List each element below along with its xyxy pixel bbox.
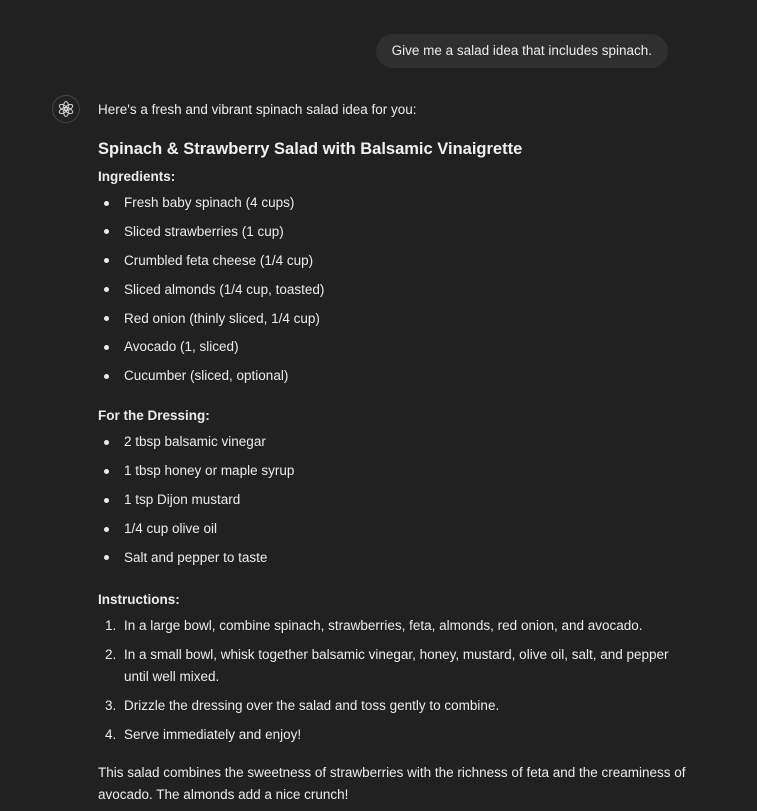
recipe-title: Spinach & Strawberry Salad with Balsamic Vinaigrette bbox=[98, 140, 523, 158]
dressing-heading: For the Dressing: bbox=[98, 408, 210, 424]
list-item bbox=[98, 724, 688, 746]
list-item bbox=[98, 695, 688, 717]
step-number: 3. bbox=[105, 697, 117, 713]
list-item: Avocado (1, sliced) bbox=[98, 336, 688, 358]
openai-logo-icon bbox=[52, 95, 80, 123]
ingredients-heading: Ingredients: bbox=[98, 169, 176, 184]
step-number: 4. bbox=[105, 726, 117, 742]
step-number: 2. bbox=[105, 646, 117, 662]
list-item: Red onion (thinly sliced, 1/4 cup) bbox=[98, 308, 688, 330]
list-item: Crumbled feta cheese (1/4 cup) bbox=[98, 250, 688, 272]
user-message-bubble: Give me a salad idea that includes spinach. bbox=[376, 34, 668, 68]
list-item bbox=[98, 644, 688, 688]
list-item: 2 tbsp balsamic vinegar bbox=[98, 431, 688, 453]
user-message-row bbox=[376, 34, 668, 68]
list-item: Fresh baby spinach (4 cups) bbox=[98, 192, 688, 214]
step-text: Serve immediately and enjoy! bbox=[124, 726, 302, 742]
assistant-response bbox=[98, 100, 688, 807]
list-item: Salt and pepper to taste bbox=[98, 547, 688, 569]
list-item: Sliced strawberries (1 cup) bbox=[98, 221, 688, 243]
list-item bbox=[98, 615, 688, 637]
ingredients-list bbox=[98, 192, 688, 387]
list-item: 1/4 cup olive oil bbox=[98, 518, 688, 540]
list-item: 1 tbsp honey or maple syrup bbox=[98, 460, 688, 482]
list-item: Cucumber (sliced, optional) bbox=[98, 365, 688, 387]
step-text: In a large bowl, combine spinach, strawberries, feta, almonds, red onion, and avocado. bbox=[124, 617, 643, 633]
step-number: 1. bbox=[105, 617, 117, 633]
list-item: 1 tsp Dijon mustard bbox=[98, 489, 688, 511]
step-text: Drizzle the dressing over the salad and toss gently to combine. bbox=[124, 697, 500, 713]
response-closing: This salad combines the sweetness of strawberries with the richness of feta and the creaminess of avocado. The almonds add a nice crunch! bbox=[98, 764, 686, 803]
instructions-heading: Instructions: bbox=[98, 591, 180, 607]
response-intro: Here's a fresh and vibrant spinach salad idea for you: bbox=[98, 102, 417, 117]
step-text: In a small bowl, whisk together balsamic vinegar, honey, mustard, olive oil, salt, and pepper until well mixed. bbox=[124, 646, 669, 684]
list-item: Sliced almonds (1/4 cup, toasted) bbox=[98, 279, 688, 301]
instructions-list bbox=[98, 615, 688, 746]
dressing-list bbox=[98, 431, 688, 569]
